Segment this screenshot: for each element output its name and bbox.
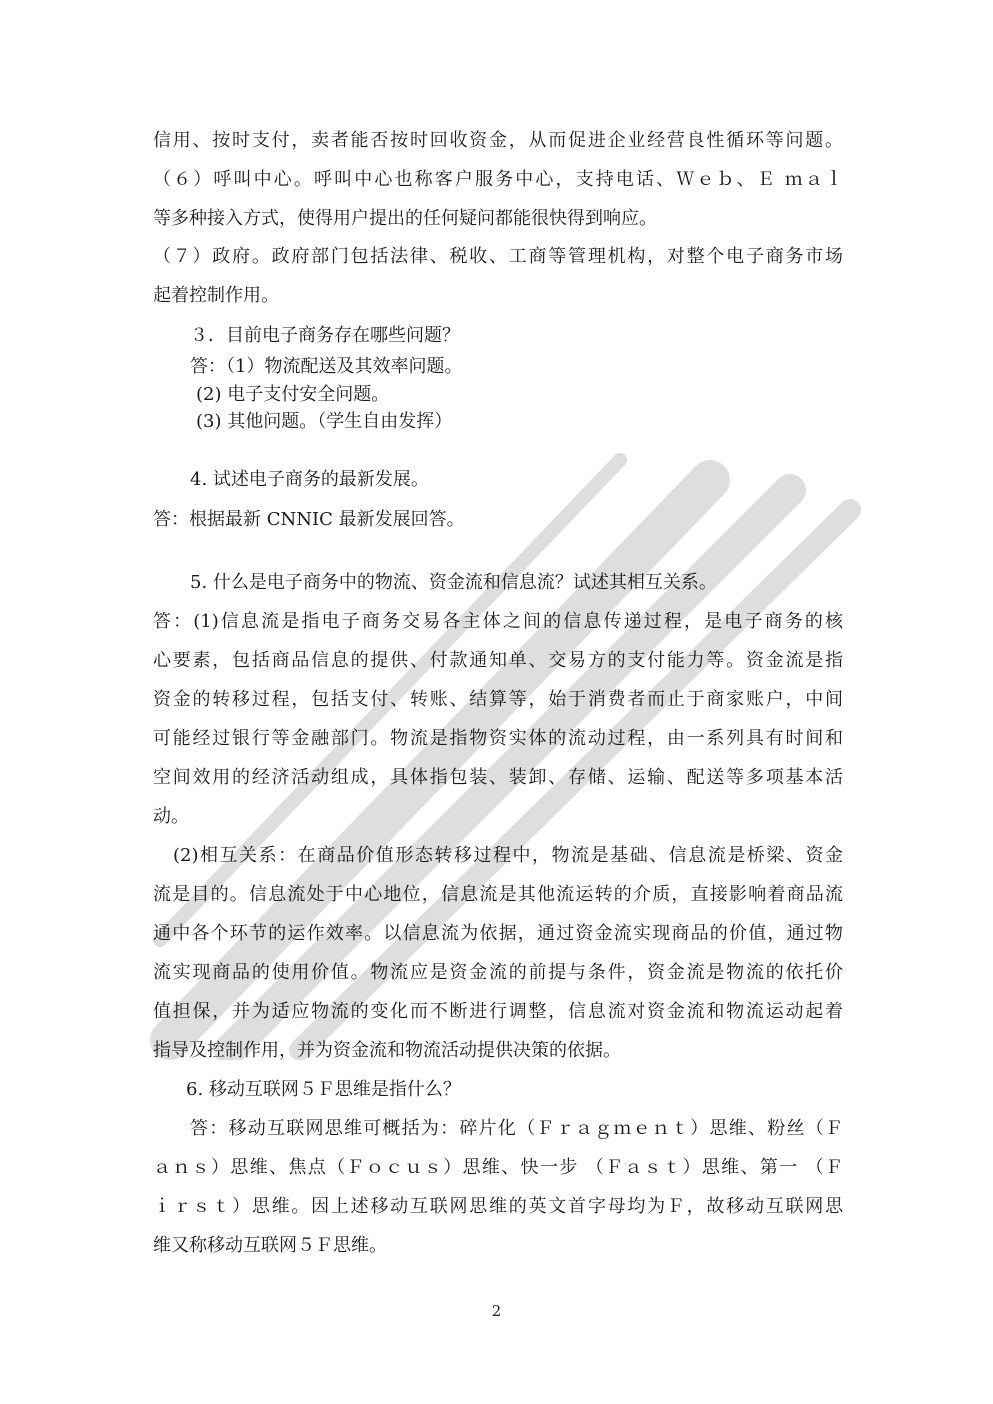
question-heading: 4. 试述电子商务的最新发展。: [190, 469, 429, 490]
text-line: 流实现商品的使用价值。物流应是资金流的前提与条件，资金流是物流的依托价: [153, 962, 843, 983]
text-line: 答：移动互联网思维可概括为：碎片化（Ｆｒａｇｍｅｎｔ）思维、粉丝（Ｆ: [190, 1118, 843, 1139]
text-line: 资金的转移过程，包括支付、转账、结算等，始于消费者而止于商家账户，中间: [153, 689, 843, 710]
text-line: 等多种接入方式，使得用户提出的任何疑问都能很快得到响应。: [153, 208, 657, 229]
text-line: 信用、按时支付，卖者能否按时回收资金，从而促进企业经营良性循环等问题。: [153, 130, 843, 151]
answer-text: 答：根据最新 CNNIC 最新发展回答。: [153, 509, 465, 530]
text-line: 动。: [153, 806, 189, 827]
text-line: 起着控制作用。: [153, 285, 279, 306]
text-line: 答：(1)信息流是指电子商务交易各主体之间的信息传递过程，是电子商务的核: [153, 611, 843, 632]
text-line: ａｎｓ）思维、焦点（Ｆｏｃｕｓ）思维、快一步 （Ｆａｓｔ）思维、第一 （Ｆ: [153, 1157, 843, 1178]
question-heading: 5. 什么是电子商务中的物流、资金流和信息流？试述其相互关系。: [190, 572, 717, 593]
question-heading: 6. 移动互联网５Ｆ思维是指什么？: [186, 1079, 461, 1100]
text-line: （７）政府。政府部门包括法律、税收、工商等管理机构，对整个电子商务市场: [153, 246, 843, 267]
answer-text: 答：（1）物流配送及其效率问题。: [190, 356, 463, 377]
text-line: 值担保，并为适应物流的变化而不断进行调整，信息流对资金流和物流运动起着: [153, 1001, 843, 1022]
text-line: 通中各个环节的运作效率。以信息流为依据，通过资金流实现商品的价值，通过物: [153, 923, 843, 944]
text-line: ｉｒｓｔ）思维。因上述移动互联网思维的英文首字母均为Ｆ，故移动互联网思: [153, 1196, 843, 1217]
answer-text: (3) 其他问题。（学生自由发挥）: [196, 411, 453, 432]
text-line: (2)相互关系：在商品价值形态转移过程中，物流是基础、信息流是桥梁、资金: [173, 845, 843, 866]
page-number: 2: [491, 1302, 502, 1320]
text-line: 可能经过银行等金融部门。物流是指物资实体的流动过程，由一系列具有时间和: [153, 728, 843, 749]
text-line: 空间效用的经济活动组成，具体指包装、装卸、存储、运输、配送等多项基本活: [153, 767, 843, 788]
text-line: 指导及控制作用，并为资金流和物流活动提供决策的依据。: [153, 1040, 621, 1061]
text-line: 维又称移动互联网５Ｆ思维。: [153, 1235, 387, 1256]
text-line: （６）呼叫中心。呼叫中心也称客户服务中心，支持电话、Ｗｅｂ、Ｅ ｍａｌ: [153, 169, 843, 190]
text-line: 流是目的。信息流处于中心地位，信息流是其他流运转的介质，直接影响着商品流: [153, 884, 843, 905]
text-line: 心要素，包括商品信息的提供、付款通知单、交易方的支付能力等。资金流是指: [153, 650, 843, 671]
answer-text: (2) 电子支付安全问题。: [196, 384, 390, 405]
question-heading: ３．目前电子商务存在哪些问题？: [190, 325, 460, 346]
